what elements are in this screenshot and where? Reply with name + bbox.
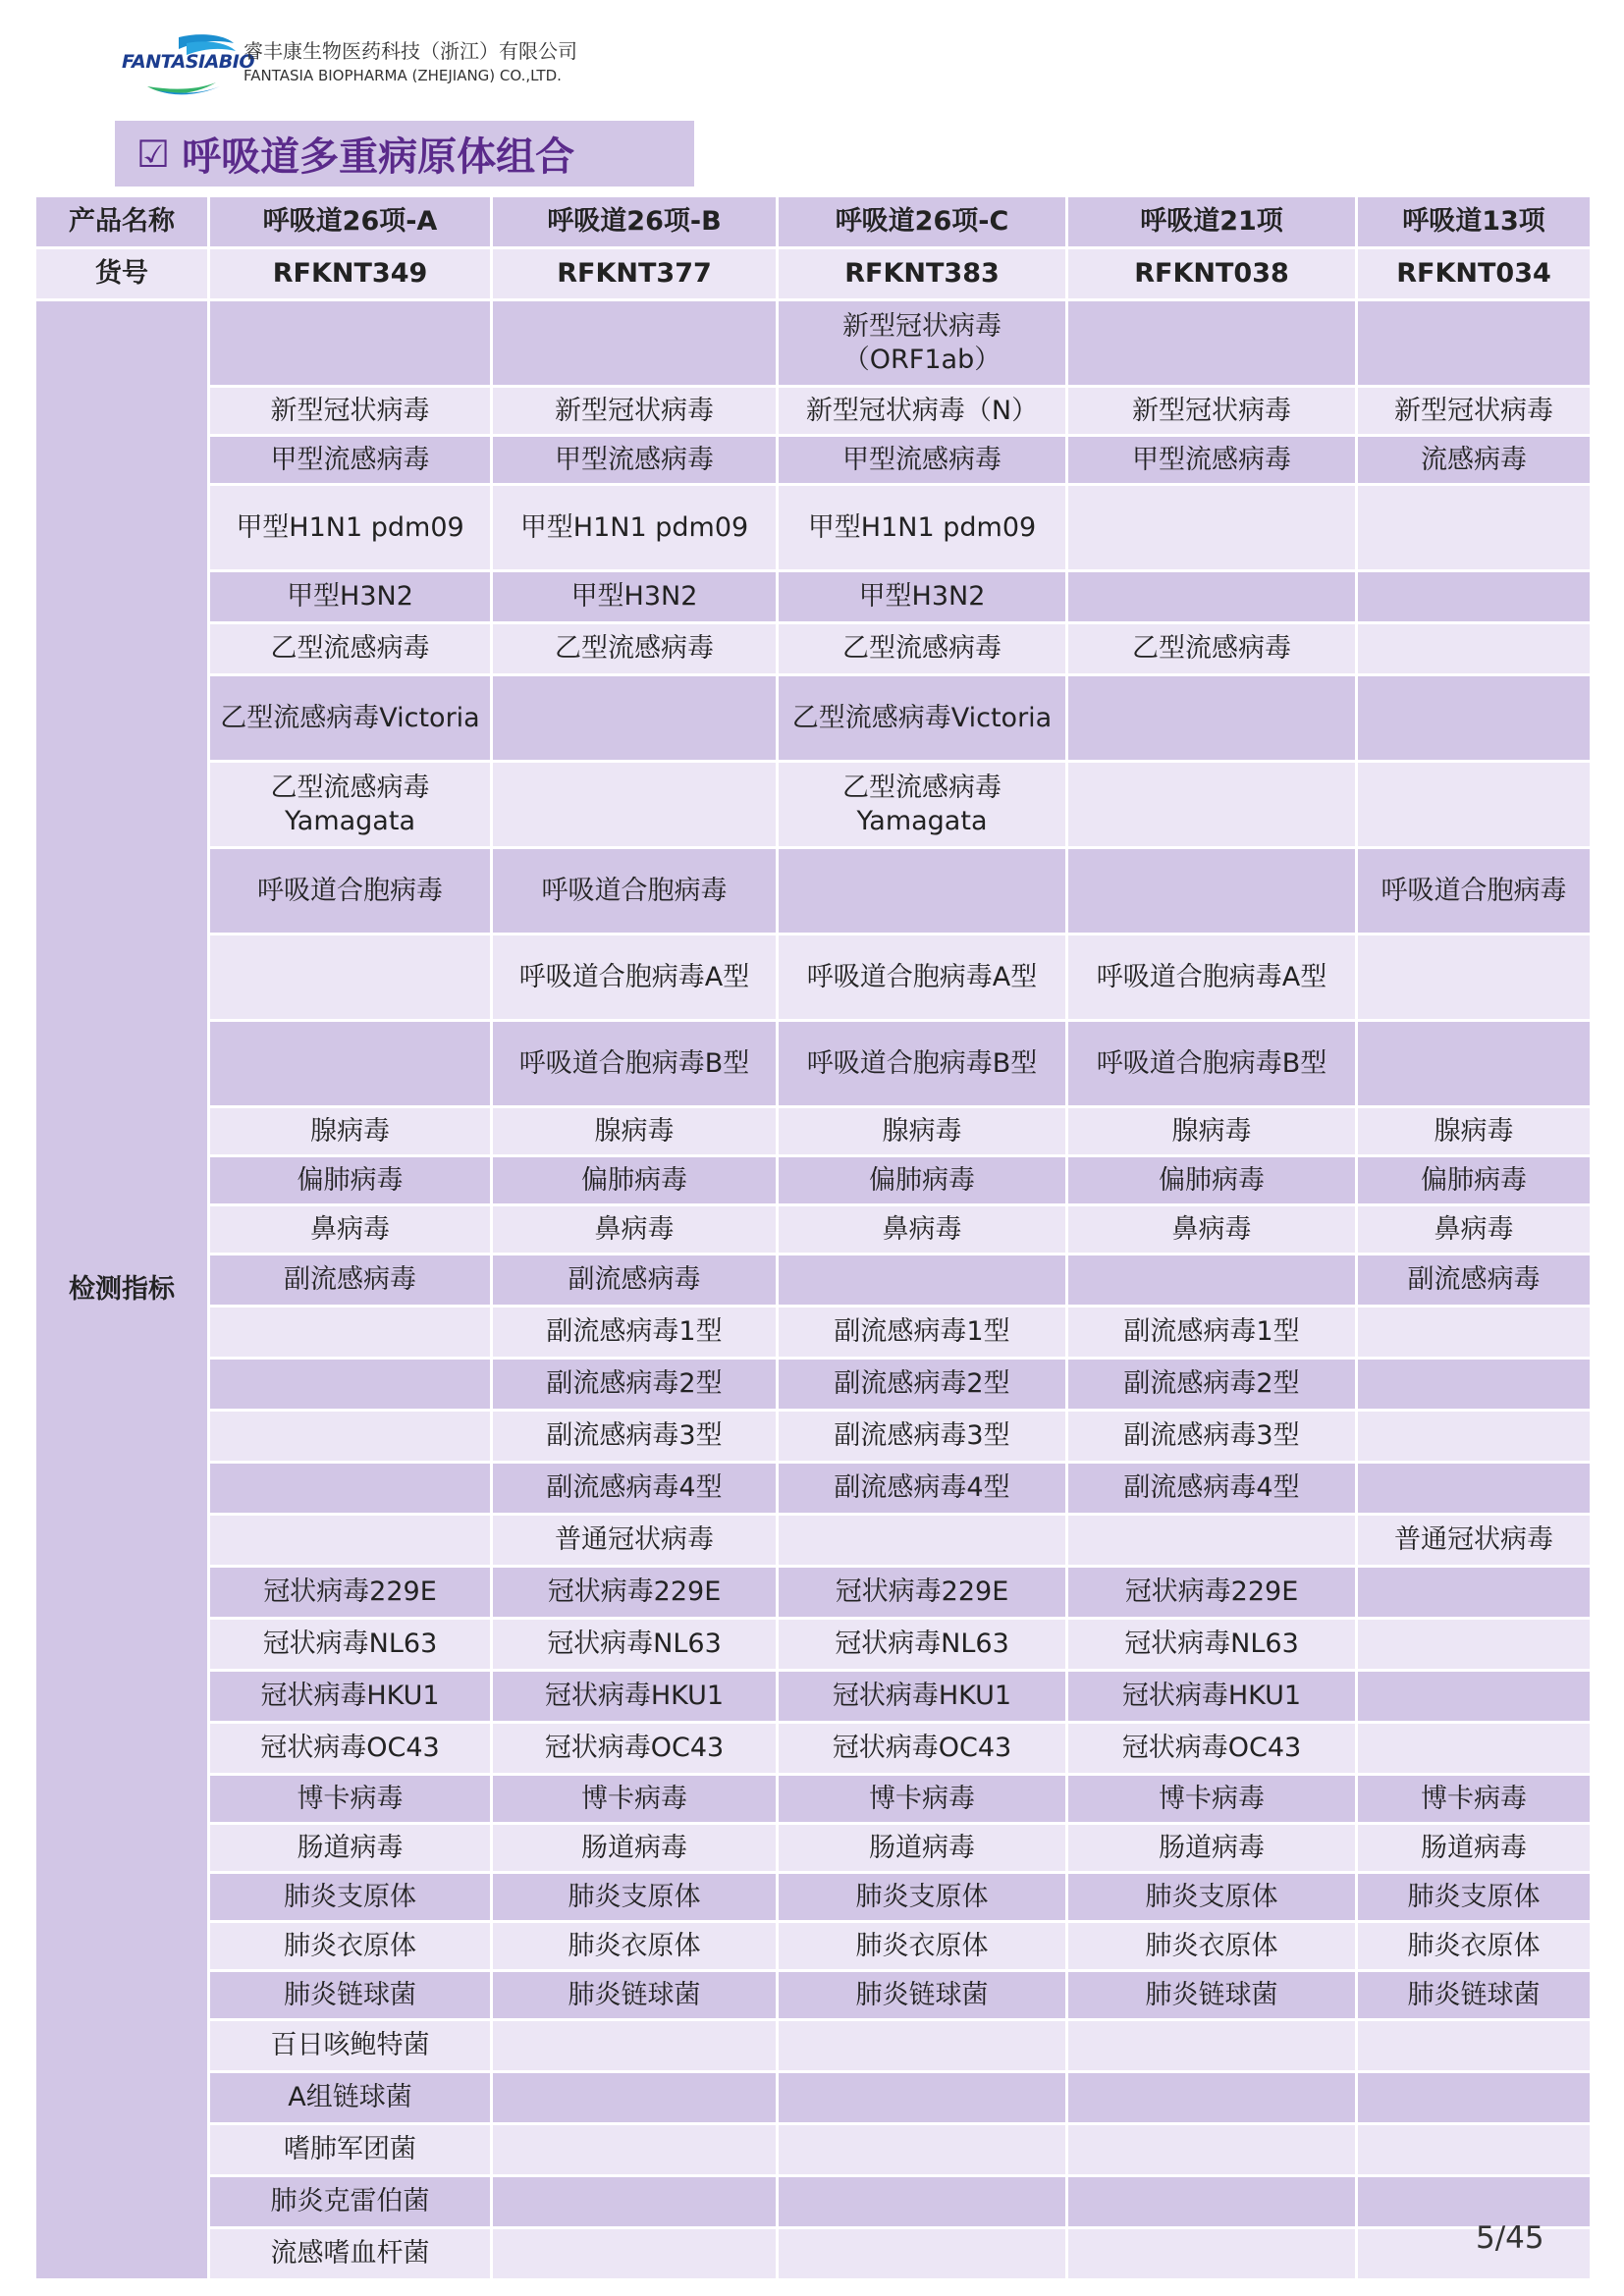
table-cell: 呼吸道合胞病毒: [492, 848, 778, 934]
table-cell: 甲型H1N1 pdm09: [778, 485, 1067, 571]
table-cell: [492, 2124, 778, 2176]
table-cell: [209, 1359, 492, 1411]
table-cell: 腺病毒: [1357, 1107, 1592, 1156]
table-cell: 冠状病毒OC43: [778, 1723, 1067, 1775]
table-cell: 乙型流感病毒: [492, 623, 778, 675]
table-cell: 副流感病毒: [1357, 1255, 1592, 1307]
table-cell: 新型冠状病毒（ORF1ab）: [778, 300, 1067, 387]
table-row: [35, 762, 1592, 848]
table-cell: [1067, 571, 1357, 623]
table-cell: 副流感病毒: [209, 1255, 492, 1307]
table-cell: 流感病毒: [1357, 436, 1592, 485]
table-cell: [1357, 2072, 1592, 2124]
table-row: [35, 1619, 1592, 1671]
table-cell: [209, 300, 492, 387]
table-cell: [1357, 2124, 1592, 2176]
table-cell: [209, 1021, 492, 1107]
table-cell: 博卡病毒: [209, 1775, 492, 1824]
table-cell: [1357, 1671, 1592, 1723]
table-row: [35, 1463, 1592, 1515]
table-cell: [778, 848, 1067, 934]
table-cell: 偏肺病毒: [209, 1156, 492, 1205]
item-number: RFKNT034: [1357, 248, 1592, 300]
table-body: [35, 196, 1592, 2280]
table-cell: 乙型流感病毒: [1067, 623, 1357, 675]
table-cell: [1067, 2020, 1357, 2072]
table-cell: 嗜肺军团菌: [209, 2124, 492, 2176]
table-cell: 博卡病毒: [1067, 1775, 1357, 1824]
table-cell: 肺炎支原体: [778, 1873, 1067, 1922]
table-cell: [1067, 2124, 1357, 2176]
table-cell: 冠状病毒NL63: [1067, 1619, 1357, 1671]
table-cell: [209, 1307, 492, 1359]
table-row: [35, 934, 1592, 1021]
table-row: [35, 2228, 1592, 2280]
table-cell: 腺病毒: [1067, 1107, 1357, 1156]
row-label-targets: 检测指标: [35, 300, 209, 2280]
table-row: [35, 436, 1592, 485]
table-cell: 冠状病毒229E: [492, 1567, 778, 1619]
table-cell: 肠道病毒: [492, 1824, 778, 1873]
table-cell: 肺炎衣原体: [1357, 1922, 1592, 1971]
table-cell: [492, 2176, 778, 2228]
table-cell: [1357, 2020, 1592, 2072]
table-cell: 博卡病毒: [492, 1775, 778, 1824]
table-cell: 鼻病毒: [778, 1205, 1067, 1255]
table-cell: 冠状病毒229E: [778, 1567, 1067, 1619]
table-cell: [1357, 934, 1592, 1021]
table-cell: A组链球菌: [209, 2072, 492, 2124]
table-cell: 偏肺病毒: [778, 1156, 1067, 1205]
table-cell: 肺炎支原体: [209, 1873, 492, 1922]
table-cell: 副流感病毒2型: [492, 1359, 778, 1411]
table-cell: [1357, 1567, 1592, 1619]
table-row: [35, 2124, 1592, 2176]
table-cell: [778, 2228, 1067, 2280]
table-cell: [1357, 623, 1592, 675]
table-row: [35, 485, 1592, 571]
table-cell: 肺炎链球菌: [492, 1971, 778, 2020]
table-cell: 副流感病毒1型: [1067, 1307, 1357, 1359]
table-cell: [1357, 485, 1592, 571]
table-cell: 呼吸道合胞病毒: [1357, 848, 1592, 934]
row-label-item-no: 货号: [35, 248, 209, 300]
checkbox-icon: ☑: [136, 132, 171, 176]
item-number: RFKNT383: [778, 248, 1067, 300]
table-row: [35, 2072, 1592, 2124]
table-cell: 冠状病毒HKU1: [209, 1671, 492, 1723]
product-name: 呼吸道26项-A: [209, 196, 492, 248]
table-cell: 肺炎衣原体: [209, 1922, 492, 1971]
table-cell: 副流感病毒3型: [1067, 1411, 1357, 1463]
table-cell: [1067, 300, 1357, 387]
table-cell: [1067, 848, 1357, 934]
table-cell: [1357, 1307, 1592, 1359]
item-number: RFKNT038: [1067, 248, 1357, 300]
table-cell: 肺炎链球菌: [209, 1971, 492, 2020]
table-cell: 副流感病毒: [492, 1255, 778, 1307]
table-cell: 甲型流感病毒: [1067, 436, 1357, 485]
table-row: [35, 1567, 1592, 1619]
table-cell: 普通冠状病毒: [1357, 1515, 1592, 1567]
table-cell: 鼻病毒: [1357, 1205, 1592, 1255]
table-cell: [492, 675, 778, 762]
table-row: [35, 1824, 1592, 1873]
table-cell: [492, 2228, 778, 2280]
table-cell: 甲型流感病毒: [209, 436, 492, 485]
table-cell: 冠状病毒NL63: [209, 1619, 492, 1671]
section-title-text: 呼吸道多重病原体组合: [182, 134, 575, 180]
table-cell: 肺炎链球菌: [778, 1971, 1067, 2020]
table-cell: 甲型流感病毒: [492, 436, 778, 485]
logo-text: FANTASIABIO: [122, 51, 254, 73]
table-row: [35, 1205, 1592, 1255]
table-cell: 新型冠状病毒: [209, 387, 492, 436]
table-cell: 偏肺病毒: [1357, 1156, 1592, 1205]
table-cell: 呼吸道合胞病毒B型: [1067, 1021, 1357, 1107]
table-cell: 乙型流感病毒Yamagata: [209, 762, 492, 848]
table-cell: 呼吸道合胞病毒B型: [778, 1021, 1067, 1107]
table-cell: 腺病毒: [492, 1107, 778, 1156]
table-cell: 副流感病毒4型: [1067, 1463, 1357, 1515]
table-cell: 呼吸道合胞病毒: [209, 848, 492, 934]
table-cell: [1067, 2072, 1357, 2124]
table-row: [35, 1107, 1592, 1156]
table-cell: [209, 1463, 492, 1515]
table-cell: 肺炎衣原体: [778, 1922, 1067, 1971]
table-cell: 博卡病毒: [1357, 1775, 1592, 1824]
table-cell: [778, 2072, 1067, 2124]
table-row: [35, 1922, 1592, 1971]
table-cell: 肺炎衣原体: [492, 1922, 778, 1971]
table-cell: 肠道病毒: [1357, 1824, 1592, 1873]
table-cell: 甲型H3N2: [209, 571, 492, 623]
table-cell: 呼吸道合胞病毒A型: [778, 934, 1067, 1021]
table-cell: 冠状病毒HKU1: [778, 1671, 1067, 1723]
table-cell: [1067, 2228, 1357, 2280]
table-cell: [1067, 762, 1357, 848]
table-cell: 甲型H1N1 pdm09: [209, 485, 492, 571]
table-row: [35, 1723, 1592, 1775]
item-number: RFKNT377: [492, 248, 778, 300]
table-cell: 新型冠状病毒: [1357, 387, 1592, 436]
table-cell: 肠道病毒: [778, 1824, 1067, 1873]
product-name-row: [35, 196, 1592, 248]
table-cell: 副流感病毒4型: [778, 1463, 1067, 1515]
table-row: [35, 300, 1592, 387]
table-row: [35, 387, 1592, 436]
table-cell: 鼻病毒: [209, 1205, 492, 1255]
table-cell: 冠状病毒HKU1: [492, 1671, 778, 1723]
table-row: [35, 1021, 1592, 1107]
table-cell: 百日咳鲍特菌: [209, 2020, 492, 2072]
table-cell: 副流感病毒1型: [778, 1307, 1067, 1359]
table-cell: 肺炎克雷伯菌: [209, 2176, 492, 2228]
table-cell: 甲型H1N1 pdm09: [492, 485, 778, 571]
table-cell: [1357, 1411, 1592, 1463]
table-cell: 腺病毒: [778, 1107, 1067, 1156]
table-cell: 冠状病毒NL63: [778, 1619, 1067, 1671]
table-cell: [1357, 1021, 1592, 1107]
table-cell: [1357, 1723, 1592, 1775]
company-name-en: FANTASIA BIOPHARMA (ZHEJIANG) CO.,LTD.: [244, 67, 562, 84]
table-cell: 冠状病毒OC43: [209, 1723, 492, 1775]
table-cell: 副流感病毒3型: [778, 1411, 1067, 1463]
item-number-row: [35, 248, 1592, 300]
table-cell: 流感嗜血杆菌: [209, 2228, 492, 2280]
row-label-product-name: 产品名称: [35, 196, 209, 248]
table-cell: 冠状病毒229E: [209, 1567, 492, 1619]
table-cell: [778, 1255, 1067, 1307]
table-cell: 副流感病毒1型: [492, 1307, 778, 1359]
table-row: [35, 571, 1592, 623]
table-cell: 冠状病毒NL63: [492, 1619, 778, 1671]
table-cell: 肺炎衣原体: [1067, 1922, 1357, 1971]
table-cell: 普通冠状病毒: [492, 1515, 778, 1567]
table-cell: [492, 2020, 778, 2072]
table-cell: [209, 934, 492, 1021]
table-row: [35, 1255, 1592, 1307]
table-cell: 肠道病毒: [209, 1824, 492, 1873]
table-cell: [778, 2020, 1067, 2072]
table-cell: 新型冠状病毒（N）: [778, 387, 1067, 436]
page-number: 5/45: [1476, 2220, 1544, 2256]
table-row: [35, 2176, 1592, 2228]
table-cell: [492, 2072, 778, 2124]
product-name: 呼吸道26项-C: [778, 196, 1067, 248]
table-cell: 肠道病毒: [1067, 1824, 1357, 1873]
table-cell: [209, 1411, 492, 1463]
page-header: [118, 29, 805, 98]
table-cell: 呼吸道合胞病毒B型: [492, 1021, 778, 1107]
table-row: [35, 1671, 1592, 1723]
table-cell: 冠状病毒229E: [1067, 1567, 1357, 1619]
table-row: [35, 1873, 1592, 1922]
table-cell: 副流感病毒2型: [778, 1359, 1067, 1411]
table-row: [35, 1156, 1592, 1205]
table-cell: 呼吸道合胞病毒A型: [1067, 934, 1357, 1021]
item-number: RFKNT349: [209, 248, 492, 300]
table-cell: 冠状病毒OC43: [492, 1723, 778, 1775]
table-cell: [1067, 1255, 1357, 1307]
table-cell: [1357, 2176, 1592, 2228]
table-cell: 腺病毒: [209, 1107, 492, 1156]
table-cell: 新型冠状病毒: [1067, 387, 1357, 436]
table-row: [35, 2020, 1592, 2072]
table-cell: 呼吸道合胞病毒A型: [492, 934, 778, 1021]
table-cell: 甲型H3N2: [492, 571, 778, 623]
table-row: [35, 1307, 1592, 1359]
table-cell: 肺炎链球菌: [1067, 1971, 1357, 2020]
table-cell: [1067, 485, 1357, 571]
table-cell: 乙型流感病毒: [209, 623, 492, 675]
table-cell: 肺炎链球菌: [1357, 1971, 1592, 2020]
table-cell: [1067, 2176, 1357, 2228]
table-cell: 甲型流感病毒: [778, 436, 1067, 485]
table-cell: 肺炎支原体: [492, 1873, 778, 1922]
table-cell: 副流感病毒3型: [492, 1411, 778, 1463]
table-cell: 肺炎支原体: [1067, 1873, 1357, 1922]
table-row: [35, 1515, 1592, 1567]
table-cell: [1357, 571, 1592, 623]
table-cell: [1067, 1515, 1357, 1567]
table-cell: 乙型流感病毒Yamagata: [778, 762, 1067, 848]
table-cell: 冠状病毒HKU1: [1067, 1671, 1357, 1723]
product-name: 呼吸道26项-B: [492, 196, 778, 248]
table-cell: 鼻病毒: [492, 1205, 778, 1255]
table-cell: 偏肺病毒: [1067, 1156, 1357, 1205]
table-cell: 乙型流感病毒: [778, 623, 1067, 675]
table-cell: [1357, 1619, 1592, 1671]
table-cell: 乙型流感病毒Victoria: [209, 675, 492, 762]
table-cell: [1357, 1359, 1592, 1411]
table-cell: [1067, 675, 1357, 762]
table-cell: [1357, 675, 1592, 762]
pathogen-panel-table: [33, 194, 1593, 2281]
table-cell: [778, 1515, 1067, 1567]
table-cell: 博卡病毒: [778, 1775, 1067, 1824]
table-cell: [778, 2176, 1067, 2228]
table-row: [35, 1411, 1592, 1463]
table-cell: [1357, 300, 1592, 387]
product-name: 呼吸道13项: [1357, 196, 1592, 248]
company-name-cn: 睿丰康生物医药科技（浙江）有限公司: [244, 39, 577, 63]
table-cell: [1357, 2228, 1592, 2280]
section-title: [115, 121, 694, 187]
table-cell: 新型冠状病毒: [492, 387, 778, 436]
table-cell: 偏肺病毒: [492, 1156, 778, 1205]
table-cell: [209, 1515, 492, 1567]
table-cell: [492, 300, 778, 387]
table-row: [35, 848, 1592, 934]
table-cell: [1357, 1463, 1592, 1515]
product-name: 呼吸道21项: [1067, 196, 1357, 248]
table-cell: 甲型H3N2: [778, 571, 1067, 623]
table-cell: 鼻病毒: [1067, 1205, 1357, 1255]
table-cell: [492, 762, 778, 848]
table-cell: 副流感病毒2型: [1067, 1359, 1357, 1411]
table-cell: [1357, 762, 1592, 848]
table-row: [35, 1775, 1592, 1824]
table-row: [35, 623, 1592, 675]
table-row: [35, 1359, 1592, 1411]
table-cell: 乙型流感病毒Victoria: [778, 675, 1067, 762]
table-cell: [778, 2124, 1067, 2176]
table-cell: 肺炎支原体: [1357, 1873, 1592, 1922]
table-row: [35, 1971, 1592, 2020]
table-cell: 副流感病毒4型: [492, 1463, 778, 1515]
table-row: [35, 675, 1592, 762]
table-cell: 冠状病毒OC43: [1067, 1723, 1357, 1775]
